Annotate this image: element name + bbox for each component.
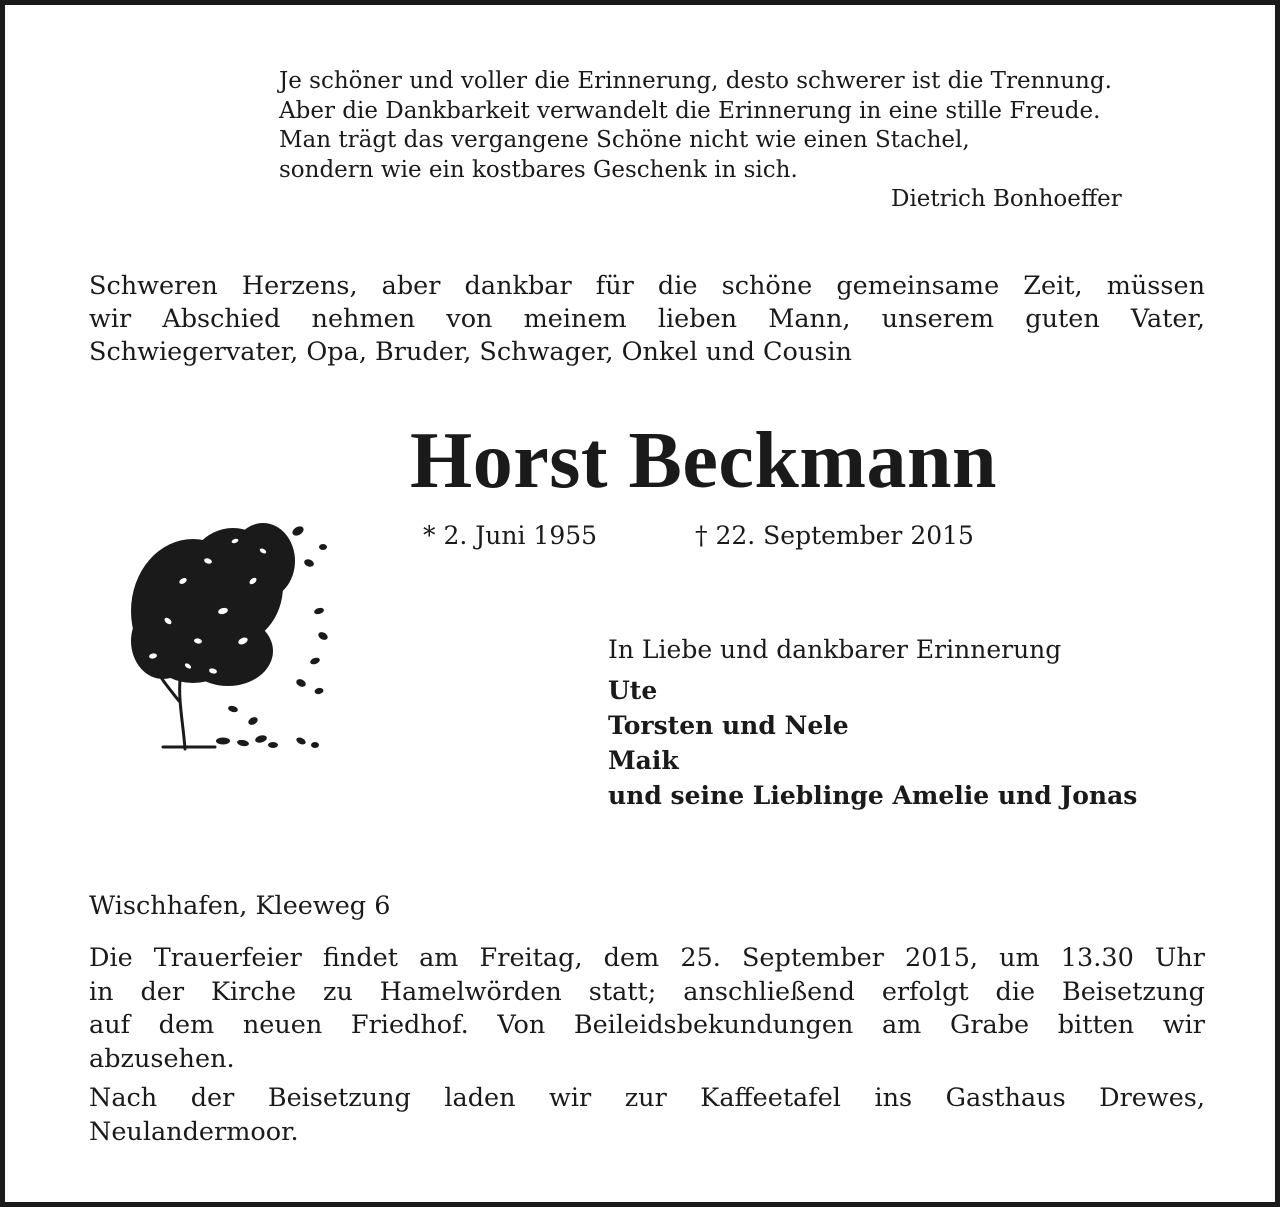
deceased-name: Horst Beckmann	[410, 417, 997, 505]
remembrance-heading: In Liebe und dankbarer Erinnerung	[608, 635, 1062, 664]
coffee-invitation	[89, 1081, 1205, 1149]
funeral-line: in der Kirche zu Hamelwörden statt; anschließend erfolgt die Beisetzung	[89, 976, 1205, 1007]
intro-line: Schwiegervater, Opa, Bruder, Schwager, Onkel und Cousin	[89, 337, 852, 367]
death-date: † 22. September 2015	[695, 521, 974, 550]
funeral-line: auf dem neuen Friedhof. Von Beileidsbekundungen am Grabe bitten wir	[89, 1010, 1205, 1040]
quote-line: Man trägt das vergangene Schöne nicht wie einen Stachel,	[279, 127, 970, 153]
family-address: Wischhafen, Kleeweg 6	[89, 891, 391, 921]
quote-line: Je schöner und voller die Erinnerung, desto schwerer ist die Trennung.	[279, 68, 1112, 94]
coffee-line: Nach der Beisetzung laden wir zur Kaffeetafel ins Gasthaus Drewes,	[89, 1083, 1205, 1113]
intro-line: Schweren Herzens, aber dankbar für die schöne gemeinsame Zeit, müssen	[89, 271, 1205, 301]
quote-line: sondern wie ein kostbares Geschenk in sich.	[279, 156, 798, 183]
funeral-line: Die Trauerfeier findet am Freitag, dem 25. September 2015, um 13.30 Uhr	[89, 943, 1205, 973]
mourner-name: Maik	[608, 746, 679, 775]
quote-author: Dietrich Bonhoeffer	[891, 186, 1122, 212]
mourners-list	[608, 673, 1137, 813]
mourner-name: Ute	[608, 676, 658, 705]
coffee-line: Neulandermoor.	[89, 1117, 299, 1147]
windblown-tree-icon	[123, 501, 343, 761]
mourner-name: und seine Lieblinge Amelie und Jonas	[608, 781, 1138, 810]
birth-date: * 2. Juni 1955	[423, 521, 598, 550]
intro-line: wir Abschied nehmen von meinem lieben Mann, unserem guten Vater,	[89, 304, 1205, 334]
funeral-line: abzusehen.	[89, 1043, 235, 1074]
bonhoeffer-quote	[279, 67, 1209, 185]
funeral-details	[89, 942, 1205, 1076]
quote-line: Aber die Dankbarkeit verwandelt die Erinnerung in eine stille Freude.	[279, 97, 1101, 124]
mourner-name: Torsten und Nele	[608, 711, 849, 740]
intro-paragraph	[89, 270, 1205, 369]
